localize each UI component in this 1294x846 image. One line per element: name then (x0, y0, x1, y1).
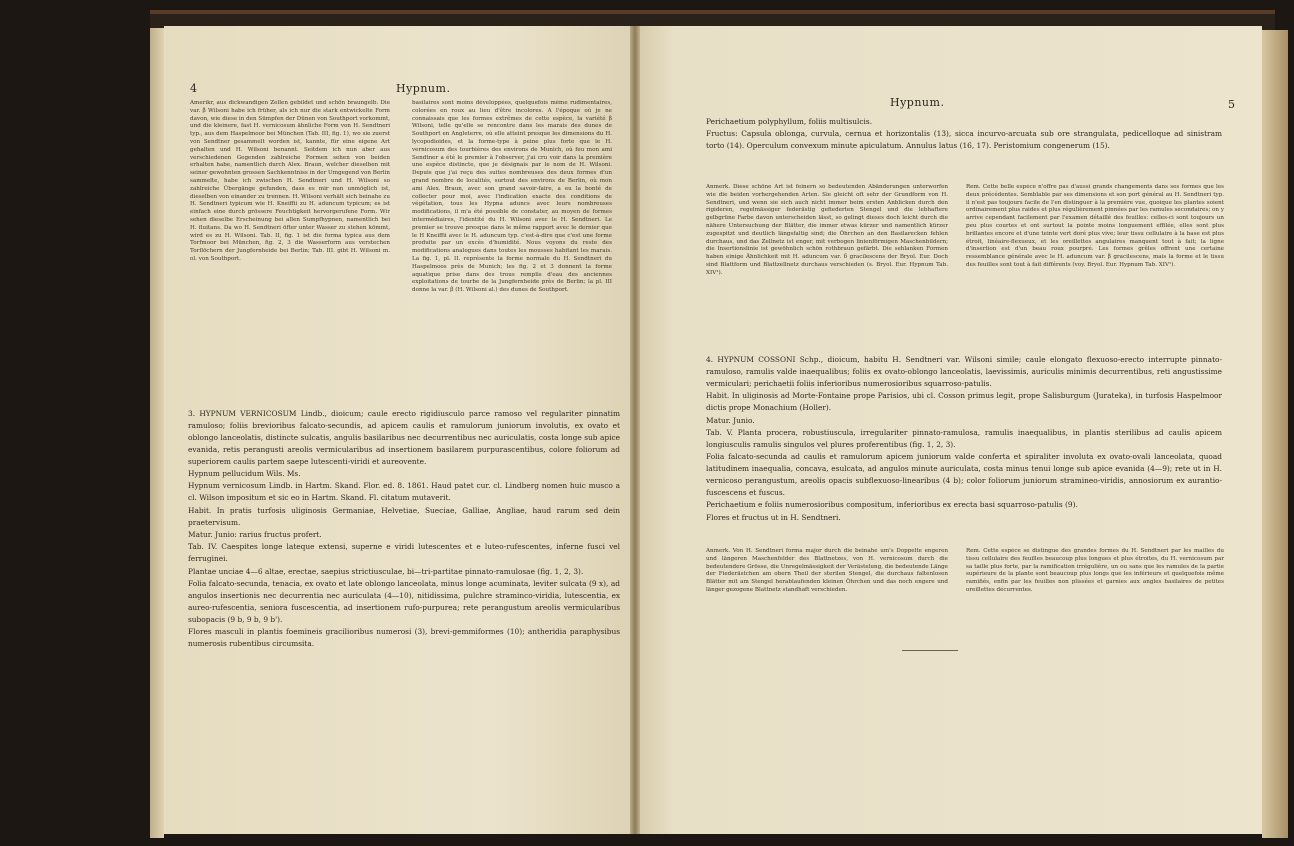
right-german-text: Anmerk. Diese schöne Art ist feinern so bedeutenden Abänderungen unterworfen wie die beiden vorhergehenden Arten. Sie gleicht oft sehr der Grundform von H. Sendtneri, und wenn sie sich auch nicht immer beim ersten Anblicken durch den rigideren, regelmässiger federästig gefiederten Stengel und die lebhaftere gelbgrüne Farbe davon unterscheiden lässt, so gelingt dieses doch leicht durch die nähere Untersuchung der Blätter, die immer etwas kürzer und namentlich kürzer zugespitzt und deutlich längsfaltig sind; die Öhrchen an den Basilarecken fehlen durchaus, und das Zellnetz ist enger, mit verbogen linienförmigen Maschenbildern; die Insertionslinie ist gewöhnlich schön rothbraun gefärbt. Die sehlanken Formen haben einige Ähnlichkeit mit H. aduncum var. δ gracilescens der Bryol. Eur. Doch sind Blattform und Blattzellnetz durchaus verschieden (s. Bryol. Eur. Hypnum Tab. XIV¹). (706, 184, 948, 276)
left-running-head: Hypnum. (396, 82, 451, 95)
book-page-edges (1262, 30, 1288, 838)
right-french-note-column (966, 548, 1224, 626)
species-heading-vernicosum: 3. HYPNUM VERNICOSUM Lindb., dioicum; caule erecto rigidiusculo parce ramoso vel regulariter pinnatim ramuloso; foliis brevioribus falcato-secundis, ad apicem caulis et ramulorum juniorum involutis, ex ovato et oblongo lanceolatis, distincte sulcatis, angulis basilaribus nec decurrentibus nec auriculatis, costa longe sub apice evanida, retis perangusti areolis vermicularibus ad insertionem basilarem purpurascentibus, colore foliorum ad superiorem caulis partem saepe lutescenti-viridi et aureovente. (188, 409, 620, 466)
right-german-column (706, 184, 948, 350)
maturity-paragraph-cossoni: Matur. Junio. (706, 415, 755, 425)
plate-paragraph: Tab. IV. Caespites longe lateque extensi, superne e viridi lutescentes et e luteo-rufescentes, inferne fusci vel ferruginei. (188, 542, 620, 564)
habitat-paragraph-cossoni: Habit. In uliginosis ad Morte-Fontaine prope Parisios, ubi cl. Cosson primus legit, prope Salisburgum (Jurateka), in turfosis Haspelmoor dictis prope Monachium (Holler). (706, 391, 1222, 413)
habitat-paragraph: Habit. In pratis turfosis uliginosis Germaniae, Helvetiae, Sueciae, Galliae, Angliae, haud rarum sed dein praetervisum. (188, 505, 620, 527)
right-page-number: 5 (1228, 98, 1235, 111)
synonym-vernicosum: Hypnum vernicosum Lindb. in Hartm. Skand. Flor. ed. 8. 1861. Haud patet cur. cl. Lindberg nomen huic musco a cl. Wilson impositum et sic eo in Hartm. Skand. Fl. citatum mutaverit. (188, 481, 620, 503)
perichaetium-paragraph: Perichaetium polyphyllum, foliis multisulcis. (706, 117, 873, 126)
right-top-description (706, 116, 1222, 176)
plate-paragraph-cossoni: Tab. V. Planta procera, robustiuscula, irregulariter pinnato-ramulosa, ramulis inaequalibus, in plantis sterilibus ad caulis apicem longiusculis ramulis singulos vel plures proferentibus (fig. 1, 2, 3). (706, 427, 1222, 449)
left-german-column (190, 100, 390, 392)
leaves-paragraph-cossoni: Folia falcato-secunda ad caulis et ramulorum apicem juniorum valde conferta et spiraliter involuta ex ovato-ovali lanceolata, quoad latitudinem inaequalia, concava, esulcata, ad angulos minute auriculata, costa minus tenui longe sub apice evanida (4—9); rete ut in H. vernicoso perangustum, areolis opacis subflexuoso-linearibus (4 b); color foliorum juniorum stramineo-viridis, annosiorum ex aurantio-fuscescens et fuscus. (706, 452, 1222, 497)
left-german-text: Âmerikr, aus dickwandigen Zellen gebildet und schön braungelb. Die var. β Wilsoni habe ich früher, als ich nur die stark entwickelte Form davon, wie diese in den Sümpfen der Dünen von Southport vorkommt, und die kleinere, fast H. vernicosum ähnliche Form von H. Sendtneri typ., aus dem Haspelmoor bei München (Tab. III, fig. 1), wo sie zuerst von Sendtner gesammelt worden ist, kannte, für eine eigene Art gehalten und H. Wilsoni benannt. Seitdem ich nun aber aus verschiedenen Gegenden zahlreiche Formen sehen von beiden erhalten habe, namentlich durch Alex. Braun, welcher dieselben mit seiner gewohnten grossen Sachkenntniss in der Umgegend von Berlin sammelte, habe ich zwischen H. Sendtneri und H. Wilsoni so zahlreiche Übergänge gefunden, dass es mir nun unmöglich ist, dieselben von einander zu trennen. H. Wilsoni verhält sich beinahe zu H. Sendtneri typicum wie H. Kneiffii zu H. aduncum typicum; es ist einfach eine durch grössere Feuchtigkeit hervorgerufene Form. Wir sehen dieselbe Erscheinung bei allen Sumpfhypnen, namentlich bei H. fluitans. Da wo H. Sendtneri öfter unter Wasser zu stehen kömmt, wird es zu H. Wilsoni. Tab. II, fig. 1 ist die forma typica aus dem Torfmoor bei München, fig. 2, 3 die Wasserform aus verstechen Torflöchern der Jungfernheide bei Berlin; Tab. III. gibt H. Wilsoni m. ol. von Southport. (190, 100, 390, 262)
right-french-note: Rem. Cette espèce se distingue des grandes formes du H. Sendtneri par les mailles du tissu cellulaire des feuilles beaucoup plus longues et plus étroites, du H. vernicosum par sa taille plus forte, par la ramification irrégulière, un ou sans que les ramules de la partie supérieure de la plante sont beaucoup plus longs que les inférieurs et quelquefois même ramifiés, enfin par les feuilles non plissées et garnies aux angles basilaires de petites oreillettes décurrentes. (966, 548, 1224, 593)
right-german-note-column (706, 548, 948, 626)
left-french-text: basilaires sont moins développées, quelquefois même rudimentaires, colorées en roux au lieu d'être incolores. A l'époque où je ne connaissais que les formes extrêmes de cette espèce, la variété β Wilsoni, telle qu'elle se rencontre dans les marais des dunes de Southport en Angleterre, où elle atteint presque les dimensions du H. lycopodioides, et la forme-type à peine plus forte que le H. vernicosum des tourbières des environs de Munich, où feu mon ami Sendtner a été le premier à l'observer, j'ai cru voir dans la première une espèce distincte, que je désignais par le nom de H. Wilsoni. Depuis que j'ai reçu des suites nombreuses des deux formes d'un grand nombre de localités, surtout des environs de Berlin, où mon ami Alex. Braun, avec son grand savoir-faire, a eu la bonté de collecter pour moi, avec l'indication exacte des conditions de végétation, tous les Hypna aduncs avec leurs nombreuses modifications, il m'a été possible de constater, au moyen de formes intermédiaires, l'identité du H. Wilsoni avec le H. Sendtneri. Le premier se trouve presque dans le même rapport avec le dernier que le H Kneiffii avec le H. aduncum typ. c'est-à-dire que c'est une forme produite par un excès d'humidité. Nous voyons du reste des modifications analogues dans toutes les mousses habitant les marais. La fig. 1, pl. II. représente la forme normale du H. Sendtneri du Haspelmoos près de Munich; les fig. 2 et 3 donnent la forme aquatique prise dans des trous remplis d'eau des anciennes exploitations de tourbe de la Jungfernheide près de Berlin; la pl. III donne la var. β (H. Wilsoni al.) des dunes de Southport. (412, 100, 612, 294)
right-french-column (966, 184, 1224, 350)
left-french-column (412, 100, 612, 405)
species-heading-cossoni: 4. HYPNUM COSSONI Schp., dioicum, habitu H. Sendtneri var. Wilsoni simile; caule elongato flexuoso-erecto interrupte pinnato-ramuloso, ramulis valde inaequalibus; foliis ex ovato-oblongo lanceolatis, laevissimis, auriculis minimis decurrentibus, reti angustissime vermiculari; perichaetii foliis inferioribus numerosioribus squarroso-patulis. (706, 355, 1222, 388)
left-page-number: 4 (190, 82, 197, 95)
maturity-paragraph: Matur. Junio: rarius fructus profert. (188, 530, 322, 540)
right-german-note: Anmerk. Von H. Sendtneri forma major durch die beinahe um's Doppelte engeren und längeren Maschenfelder des Blattnetzes, von H. vernicosum durch die bedeutendere Grösse, die Unregelmässigkeit der Verästelung, die bedeutende Länge der Fiederästchen am obern Theil der sterilen Stengel, die durchaus faltenlosen Blätter mit am Stengel herablaufenden kleinen Öhrchen und das noch engere und länger gezogene Blattnetz standhaft verschieden. (706, 548, 948, 593)
flowers-paragraph-cossoni: Flores et fructus ut in H. Sendtneri. (706, 512, 841, 522)
perichaetium-paragraph-cossoni: Perichaetium e foliis numerosioribus compositum, inferioribus ex erecta basi squarroso-patulis (9). (706, 500, 1078, 510)
right-species-description (706, 354, 1222, 544)
fructus-paragraph: Fructus: Capsula oblonga, curvula, cernua et horizontalis (13), sicca incurvo-arcuata sub ore strangulata, pedicelloque ad sinistram torto (14). Operculum convexum minute apiculatum. Annulus latus (16, 17). Peristomium congenerum (15). (706, 129, 1222, 151)
plants-paragraph: Plantae unciae 4—6 altae, erectae, saepius strictiusculae, bi—tri-partitae pinnato-ramulosae (fig. 1, 2, 3). (188, 566, 584, 576)
right-french-text: Rem. Cette belle espèce n'offre pas d'aussi grands changements dans ses formes que les deux précédentes. Semblable par ses dimensions et son port général au H. Sendtneri typ. il n'est pas toujours facile de l'en distinguer à la première vue, quoique les plantes soient ordinairement plus raides et plus régulièrement pinnées par les ramules secondaires; on y arrive cependant facilement par l'examen détaillé des feuilles: celles-ci sont toujours un peu plus courtes et ont surtout la pointe moins longuement effilée, elles sont plus brillantes encore et d'une teinte vert doré plus vive; leur tissu cellulaire à la base est plus étroit, linéaire-flexueux, et les oreillettes angulaires manquent tout à fait; la ligne d'insertion est d'un beau roux pourpré. Les formes grêles offrent une certaine ressemblance générale avec le H. aduncum var. β gracilescens, mais la forme et le tissu des feuilles sont tout à fait différents (voy. Bryol. Eur. Hypnum Tab. XIV¹). (966, 184, 1224, 268)
book-cover-left (150, 28, 164, 838)
leaves-paragraph: Folia falcato-secunda, tenacia, ex ovato et late oblongo lanceolata, minus longe acuminata, leviter sulcata (9 x), ad angulos insertionis nec decurrentia nec auriculata (4—10), nitidissima, pulchre straminco-viridia, lutescentia, ex aureo-rufescentia, seniora fuscescentia, ad insertionem rufo-purpurea; rete perangustum areolis vermicularibus subopacis (9 b, 9 b, 9 b'). (188, 579, 620, 624)
book-gutter (630, 26, 640, 834)
right-running-head: Hypnum. (890, 96, 945, 109)
synonym-pellucidum: Hypnum pellucidum Wils. Ms. (188, 469, 301, 479)
section-rule (902, 650, 958, 651)
flowers-paragraph: Flores masculi in plantis foemineis gracilioribus numerosi (3), brevi-gemmiformes (10); antheridia paraphysibus numerosis rubentibus circumsita. (188, 627, 620, 649)
left-species-description (188, 408, 620, 700)
